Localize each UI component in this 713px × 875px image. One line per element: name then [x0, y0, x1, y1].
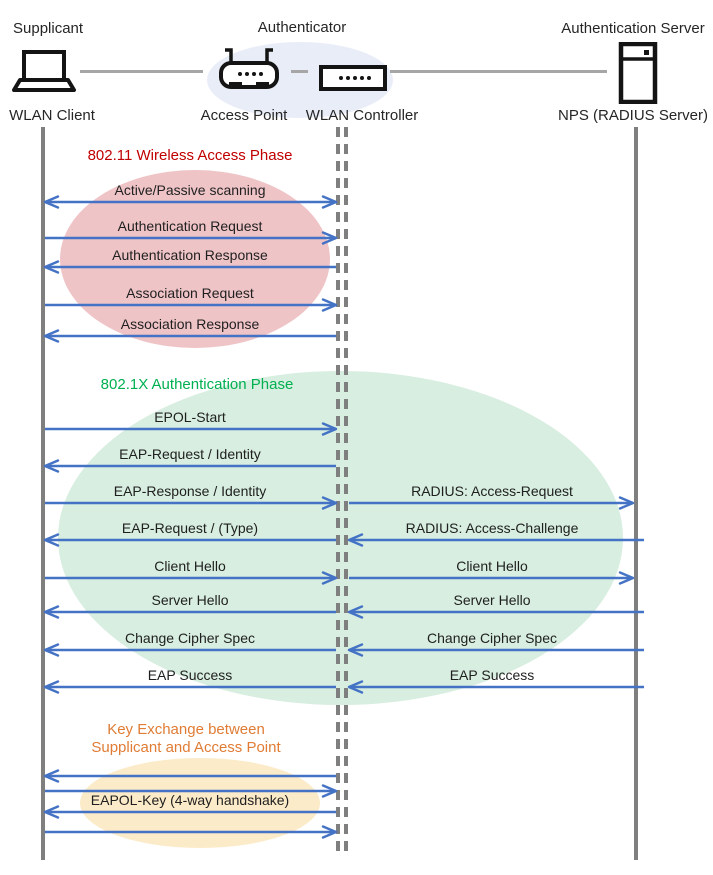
- message-label: EAPOL-Key (4-way handshake): [90, 792, 290, 808]
- message-label: Authentication Request: [117, 218, 263, 234]
- message-label: Change Cipher Spec: [427, 630, 557, 646]
- role-authenticator: Authenticator: [257, 19, 347, 36]
- connector-controller-server: [390, 70, 607, 73]
- lifeline-wlan-client: [41, 127, 45, 860]
- message-label: Client Hello: [154, 558, 226, 574]
- message-label: EAP Success: [449, 667, 535, 683]
- phase2-ellipse: [58, 371, 623, 705]
- lifeline-radius-server: [634, 127, 638, 860]
- message-label: Server Hello: [151, 592, 229, 608]
- device-wlan-client: WLAN Client: [9, 107, 95, 124]
- phase2-title: 802.1X Authentication Phase: [100, 376, 294, 393]
- phase3-title-line2: Supplicant and Access Point: [91, 739, 281, 756]
- message-label: Authentication Response: [112, 247, 268, 263]
- device-nps-radius-server: NPS (RADIUS Server): [557, 107, 709, 124]
- message-label: EAP-Request / (Type): [121, 520, 259, 536]
- controller-icon: [319, 65, 387, 96]
- message-label: Client Hello: [456, 558, 528, 574]
- server-icon: [618, 42, 658, 109]
- role-supplicant: Supplicant: [13, 20, 84, 37]
- message-label: EPOL-Start: [154, 409, 226, 425]
- device-wlan-controller: WLAN Controller: [305, 107, 419, 124]
- message-label: EAP-Response / Identity: [113, 483, 267, 499]
- message-label: Association Request: [126, 285, 254, 301]
- phase3-title-line1: Key Exchange between: [107, 721, 265, 738]
- message-label: RADIUS: Access-Challenge: [405, 520, 579, 536]
- role-authentication-server: Authentication Server: [561, 20, 705, 37]
- message-label: RADIUS: Access-Request: [411, 483, 573, 499]
- lifeline-wlan-controller-right: [344, 127, 348, 855]
- message-label: Association Response: [120, 316, 260, 332]
- connector-client-ap: [80, 70, 203, 73]
- device-access-point: Access Point: [200, 107, 288, 124]
- message-label: EAP Success: [147, 667, 233, 683]
- connector-ap-controller: [291, 70, 308, 73]
- laptop-icon: [8, 50, 78, 100]
- message-label: Active/Passive scanning: [114, 182, 266, 198]
- message-label: EAP-Request / Identity: [119, 446, 261, 462]
- message-label: Change Cipher Spec: [125, 630, 255, 646]
- message-label: Server Hello: [453, 592, 531, 608]
- lifeline-wlan-controller-left: [336, 127, 340, 855]
- phase1-title: 802.11 Wireless Access Phase: [87, 147, 293, 164]
- access-point-icon: [217, 45, 281, 97]
